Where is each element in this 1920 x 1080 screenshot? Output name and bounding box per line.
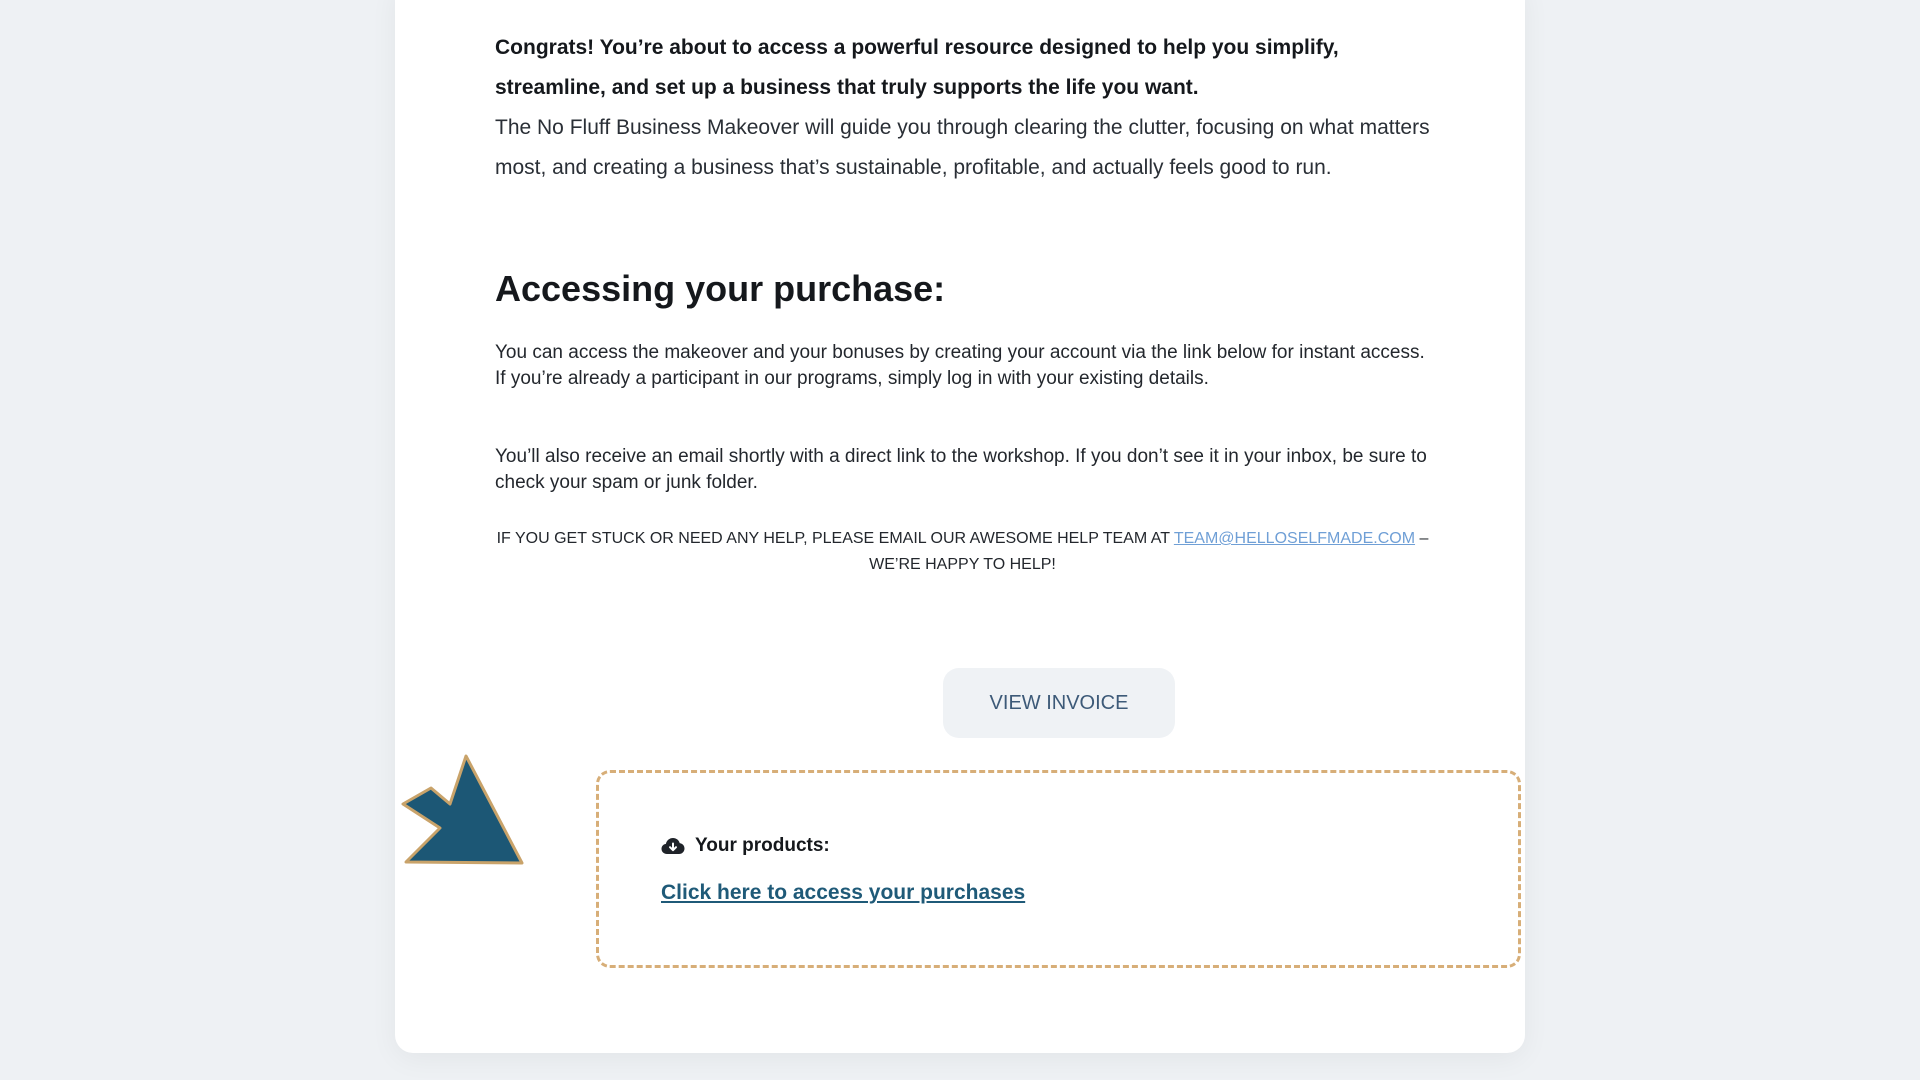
view-invoice-button[interactable]: VIEW INVOICE: [943, 668, 1175, 738]
help-prefix: IF YOU GET STUCK OR NEED ANY HELP, PLEASE EMAIL OUR AWESOME HELP TEAM AT: [496, 530, 1174, 547]
access-instructions: You can access the makeover and your bonuses by creating your account via the link below for instant access. If you’re already a participant in our programs, simply log in with your existing details.: [495, 342, 1425, 389]
arrow-pointer-icon: [397, 750, 527, 875]
intro-congrats-text: Congrats! You’re about to access a powerful resource designed to help you simplify, streamline, and set up a business that truly supports the life you want.: [495, 36, 1339, 99]
cloud-download-icon: [661, 837, 685, 855]
email-notice: You’ll also receive an email shortly with a direct link to the workshop. If you don’t see it in your inbox, be sure to check your spam or junk folder.: [495, 446, 1427, 493]
help-message: [495, 526, 1430, 578]
access-purchases-link[interactable]: Click here to access your purchases: [661, 881, 1026, 904]
products-label: Your products:: [695, 835, 830, 856]
help-suffix: – WE’RE HAPPY TO HELP!: [869, 530, 1429, 573]
products-header: [661, 835, 830, 857]
order-confirmation-card: [395, 0, 1525, 1053]
intro-description: The No Fluff Business Makeover will guide you through clearing the clutter, focusing on what matters most, and creating a business that’s sustainable, profitable, and actually feels good to run.: [495, 116, 1430, 179]
help-email-link[interactable]: TEAM@HELLOSELFMADE.COM: [1173, 530, 1416, 547]
products-box: [596, 770, 1521, 968]
access-heading: Accessing your purchase:: [495, 268, 946, 309]
